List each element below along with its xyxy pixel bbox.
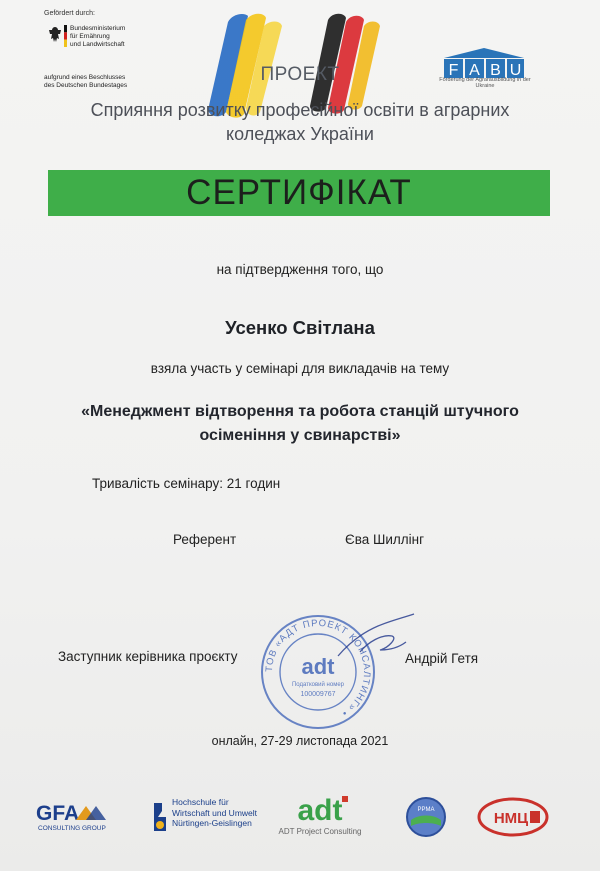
ministry-name: Bundesministerium für Ernährung und Landwirtschaft xyxy=(70,25,126,48)
german-flag-stripe-icon xyxy=(64,25,67,47)
nmc-label: НМЦ xyxy=(493,810,529,827)
certificate-title: СЕРТИФІКАТ xyxy=(186,173,412,212)
recipient-name: Усенко Світлана xyxy=(225,317,375,338)
fabu-subtitle: Förderung der Agrarausbildung in der Ukraine xyxy=(439,77,531,89)
fabu-letter-f: F xyxy=(448,62,459,79)
gfa-logo xyxy=(36,798,118,834)
participation-text: взяла участь у семінарі для викладачів на тему xyxy=(150,361,450,376)
hochschule-name: Hochschule für Wirtschaft und Umwelt Nürtingen-Geislingen xyxy=(172,797,258,828)
deputy-label: Заступник керівника проєкту xyxy=(58,649,238,664)
bundestag-note: aufgrund eines Beschlusses des Deutschen Bundestages xyxy=(44,74,128,89)
project-label: ПРОЕКТ xyxy=(260,64,340,85)
fabu-letter-a: A xyxy=(469,62,480,79)
fabu-letter-b: B xyxy=(490,62,501,79)
nmc-logo xyxy=(476,796,550,838)
confirmation-text: на підтвердження того, що xyxy=(216,262,384,277)
funded-by-label: Gefördert durch: xyxy=(44,10,95,17)
stamp-line1: Податковий номер xyxy=(291,682,345,688)
referent-label: Референт xyxy=(173,532,237,547)
fabu-letter-u: U xyxy=(509,62,522,79)
stamp-logo-text: adt xyxy=(301,654,335,679)
referent-name: Єва Шиллінг xyxy=(345,532,425,547)
project-title: Сприяння розвитку професійної освіти в аграрних коледжах України xyxy=(90,100,510,144)
handwritten-signature xyxy=(330,612,420,672)
gfa-name: GFA xyxy=(36,802,80,825)
federal-eagle-icon xyxy=(48,26,62,44)
deputy-name: Андрій Гетя xyxy=(405,651,479,666)
stamp-line2: 100009767 xyxy=(300,691,336,698)
seminar-topic: «Менеджмент відтворення та робота станцій штучного осіменіння у свинарстві» xyxy=(81,403,519,444)
ppma-logo xyxy=(405,796,447,838)
seminar-duration: Тривалість семінару: 21 годин xyxy=(92,476,281,491)
adt-subtitle: ADT Project Consulting xyxy=(278,827,362,836)
stamp-ring-text: ТОВ «АДТ ПРОЕКТ КОНСАЛТИНГ» • xyxy=(263,617,373,719)
ppma-label: РРМА xyxy=(417,807,435,813)
seminar-date: онлайн, 27-29 листопада 2021 xyxy=(211,734,389,748)
gfa-sub: CONSULTING GROUP xyxy=(38,825,106,832)
adt-logo-text: adt xyxy=(297,794,343,827)
